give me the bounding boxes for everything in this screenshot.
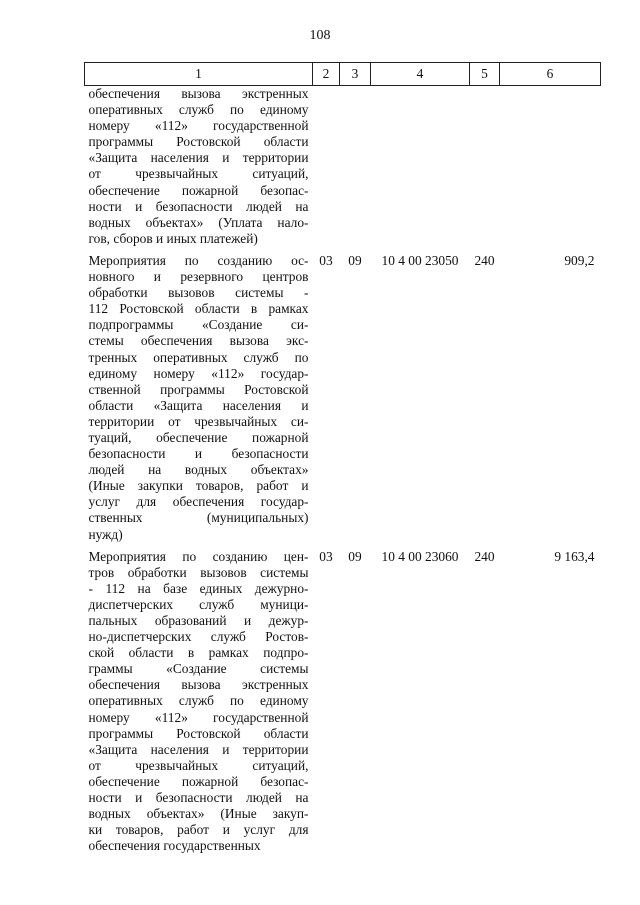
description-line: стемы обеспечения вызова экс- [88,333,309,349]
description-line: области «Защита населения и [88,397,309,413]
row-description [85,86,313,247]
description-line: оперативных служб по единому [88,102,309,118]
target-article-code: 10 4 00 23050 [381,252,459,268]
section-code: 03 [319,252,333,268]
target-article-code [371,86,470,247]
description-line: диспетчерских служб муници- [88,596,309,612]
description-line: но-диспетчерских служб Ростов- [88,629,309,645]
description-line: единому номеру «112» государ- [88,365,309,381]
description-line: людей на водных объектах» [88,462,309,478]
row-description [85,543,313,855]
description-line: водных объектах» (Уплата нало- [88,214,309,230]
description-line: ственных (муниципальных) [88,510,309,526]
description-line: водных объектах» (Иные закуп- [88,806,309,822]
description-line: услуг для обеспечения государ- [88,494,309,510]
description-line: безопасности и безопасности [88,446,309,462]
description-line: ственной программы Ростовской [88,381,309,397]
description-line: - 112 на базе единых дежурно- [88,580,309,596]
column-header-4: 4 [371,63,470,86]
description-line: обеспечения вызова экстренных [88,677,309,693]
section-code: 03 [319,548,333,564]
amount: 909,2 [564,252,595,268]
subsection-code: 09 [348,548,362,564]
description-line: обработки вызовов системы - [88,285,309,301]
description-line: ки товаров, работ и услуг для [88,822,309,838]
description-line: обеспечение пожарной безопас- [88,182,309,198]
description-line: подпрограммы «Создание си- [88,317,309,333]
column-header-2: 2 [313,63,340,86]
subsection-code: 09 [348,252,362,268]
section-code [313,86,340,247]
description-line: нужд) [88,526,123,542]
description-line: обеспечение пожарной безопас- [88,773,309,789]
table-row [85,543,601,855]
description-line: «Защита населения и территории [88,150,309,166]
description-line: ской области в рамках подпро- [88,645,309,661]
description-line: Мероприятия по созданию цен- [88,548,309,564]
description-line: ности и безопасности людей на [88,198,309,214]
column-header-3: 3 [340,63,371,86]
description-line: (Иные закупки товаров, работ и [88,478,309,494]
description-line: программы Ростовской области [88,134,309,150]
description-line: от чрезвычайных ситуаций, [88,166,309,182]
description-line: оперативных служб по единому [88,693,309,709]
table-row [85,247,601,543]
header-row [85,63,601,86]
expense-type-code: 240 [474,548,495,564]
page-number: 108 [309,28,331,43]
description-line: программы Ростовской области [88,725,309,741]
description-line: граммы «Создание системы [88,661,309,677]
amount: 9 163,4 [554,548,595,564]
description-line: тренных оперативных служб по [88,349,309,365]
description-line: тров обработки вызовов системы [88,564,309,580]
description-line: гов, сборов и иных платежей) [88,230,258,246]
column-header-6: 6 [500,63,601,86]
description-line: номеру «112» государственной [88,118,309,134]
description-line: обеспечения вызова экстренных [88,86,309,101]
description-line: территории от чрезвычайных си- [88,413,309,429]
description-line: новного и резервного центров [88,269,309,285]
expense-type-code [470,86,500,247]
table-body [85,86,601,855]
row-description [85,247,313,543]
description-line: номеру «112» государственной [88,709,309,725]
table-row [85,86,601,247]
target-article-code: 10 4 00 23060 [381,548,459,564]
description-line: пальных образований и дежур- [88,613,309,628]
column-header-5: 5 [470,63,500,86]
description-line: «Защита населения и территории [88,741,309,757]
description-line: 112 Ростовской области в рамках [88,301,309,317]
description-line: Мероприятия по созданию ос- [88,252,309,268]
description-line: ности и безопасности людей на [88,790,309,806]
amount [500,86,601,247]
budget-table [84,62,601,854]
description-line: туаций, обеспечение пожарной [88,429,309,445]
subsection-code [340,86,371,247]
description-line: обеспечения государственных [88,838,261,854]
column-header-1: 1 [85,63,313,86]
expense-type-code: 240 [474,252,495,268]
description-line: от чрезвычайных ситуаций, [88,757,309,773]
